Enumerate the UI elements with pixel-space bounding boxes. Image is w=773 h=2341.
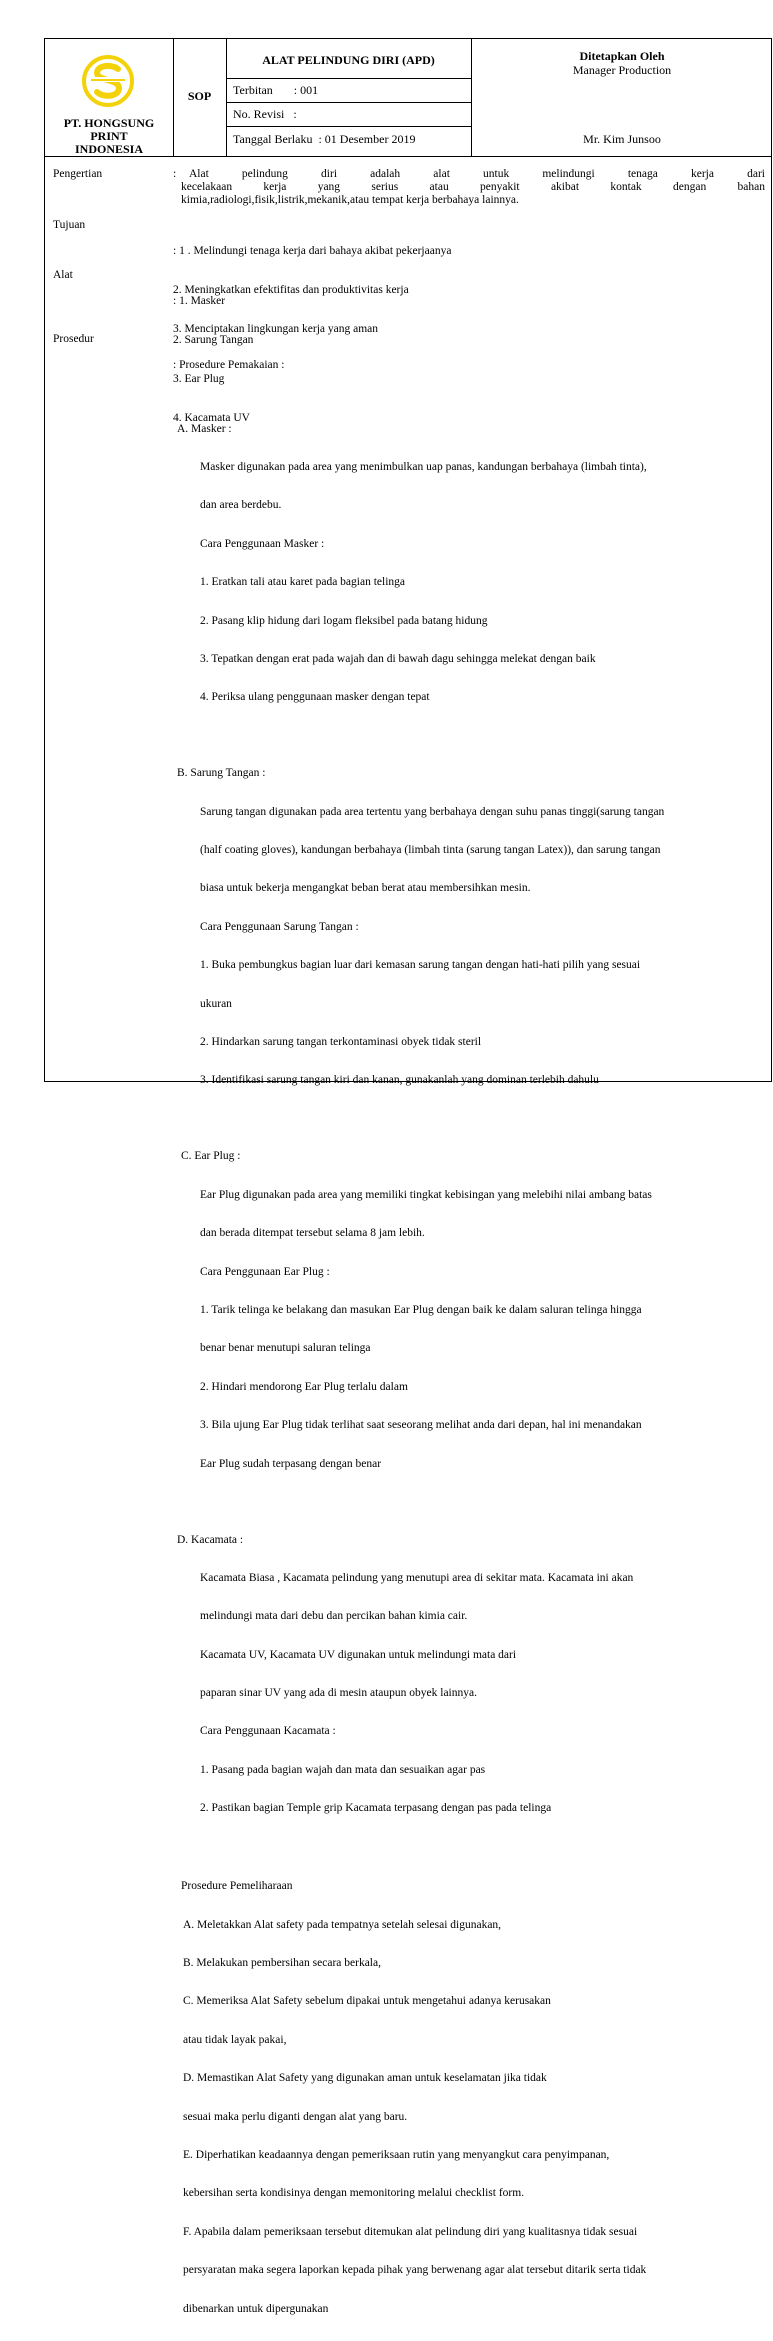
prosedur-content — [173, 333, 765, 2341]
subsection-head: D. Kacamata : — [177, 1533, 244, 1546]
section-label: Prosedur — [53, 333, 94, 345]
list-item: B. Melakukan pembersihan secara berkala, — [183, 1957, 381, 1970]
list-item: 2. Hindarkan sarung tangan terkontaminasi obyek tidak steril — [200, 1036, 482, 1049]
list-item: 3. Identifikasi sarung tangan kiri dan kanan, gunakanlah yang dominan terlebih dahulu — [200, 1074, 599, 1087]
text-line: Kacamata UV, Kacamata UV digunakan untuk melindungi mata dari — [200, 1648, 517, 1661]
company-name-line: PRINT — [90, 129, 128, 143]
text-line: Cara Penggunaan Kacamata : — [200, 1725, 336, 1738]
tanggal-berlaku-field: Tanggal Berlaku : 01 Desember 2019 — [233, 132, 416, 146]
text-line: Kacamata Biasa , Kacamata pelindung yang menutupi area di sekitar mata. Kacamata ini akan — [200, 1571, 634, 1584]
text-line: dan berada ditempat tersebut selama 8 jam lebih. — [200, 1227, 425, 1240]
approved-by-title: Ditetapkan Oleh — [579, 49, 665, 63]
section-label: Pengertian — [53, 168, 103, 180]
text-line: Sarung tangan digunakan pada area tertentu yang berbahaya dengan suhu panas tinggi(sarung tangan — [200, 805, 665, 818]
document-header — [45, 39, 771, 157]
company-logo-icon — [82, 55, 134, 107]
company-name-line: PT. HONGSUNG — [63, 116, 155, 130]
list-item: E. Diperhatikan keadaannya dengan pemeriksaan rutin yang menyangkut cara penyimpanan, — [183, 2148, 610, 2161]
text-line: Cara Penggunaan Sarung Tangan : — [200, 920, 359, 933]
sop-document — [44, 38, 772, 2315]
text-line: kecelakaan kerja yang serius atau penyakit akibat kontak dengan bahan — [181, 181, 765, 193]
list-item: 2. Sarung Tangan — [173, 334, 254, 346]
list-item: kebersihan serta kondisinya dengan memonitoring melalui checklist form. — [183, 2187, 525, 2200]
revisi-field: No. Revisi : — [233, 107, 297, 121]
subsection-head: A. Masker : — [177, 422, 232, 435]
text-line: Ear Plug digunakan pada area yang memiliki tingkat kebisingan yang melebihi nilai ambang batas — [200, 1188, 652, 1201]
text-line: Alat pelindung diri adalah alat untuk melindungi tenaga kerja dari — [189, 168, 765, 180]
list-item: 1. Tarik telinga ke belakang dan masukan Ear Plug dengan baik ke dalam saluran telinga hingga — [200, 1303, 642, 1316]
list-item: ukuran — [200, 997, 232, 1010]
list-item: 2. Hindari mendorong Ear Plug terlalu dalam — [200, 1380, 408, 1393]
company-name-line: INDONESIA — [74, 142, 143, 156]
terbitan-field: Terbitan : 001 — [233, 83, 319, 97]
list-item: 2. Pasang klip hidung dari logam fleksibel pada batang hidung — [200, 614, 488, 627]
approved-by-role: Manager Production — [572, 63, 672, 77]
list-item: benar benar menutupi saluran telinga — [200, 1342, 371, 1355]
list-item: atau tidak layak pakai, — [183, 2033, 287, 2046]
list-item: 3. Tepatkan dengan erat pada wajah dan di bawah dagu sehingga melekat dengan baik — [200, 652, 596, 665]
subsection-head: C. Ear Plug : — [181, 1150, 241, 1163]
approved-by-name: Mr. Kim Junsoo — [583, 132, 661, 146]
prosedur-intro: : Prosedure Pemakaian : — [173, 358, 285, 371]
list-item: 3. Bila ujung Ear Plug tidak terlihat saat seseorang melihat anda dari depan, hal ini menandakan — [200, 1419, 642, 1432]
list-item: D. Memastikan Alat Safety yang digunakan aman untuk keselamatan jika tidak — [183, 2072, 547, 2085]
list-item: 3. Menciptakan lingkungan kerja yang aman — [173, 323, 379, 335]
list-item: 2. Meningkatkan efektifitas dan produktivitas kerja — [173, 284, 409, 296]
sop-label: SOP — [187, 89, 212, 103]
text-line: Cara Penggunaan Masker : — [200, 537, 325, 550]
section-colon: : — [173, 168, 177, 180]
list-item: : 1. Masker — [173, 295, 226, 307]
text-line: melindungi mata dari debu dan percikan bahan kimia cair. — [200, 1610, 468, 1623]
text-line: Masker digunakan pada area yang menimbulkan uap panas, kandungan berbahaya (limbah tinta), — [200, 460, 647, 473]
text-line: Cara Penggunaan Ear Plug : — [200, 1265, 330, 1278]
text-line: paparan sinar UV yang ada di mesin ataupun obyek lainnya. — [200, 1687, 477, 1700]
document-title: ALAT PELINDUNG DIRI (APD) — [262, 53, 435, 67]
text-line: biasa untuk bekerja mengangkat beban berat atau membersihkan mesin. — [200, 882, 531, 895]
pemeliharaan-title: Prosedure Pemeliharaan — [181, 1880, 293, 1893]
company-name — [45, 117, 173, 156]
list-item: sesuai maka perlu diganti dengan alat yang baru. — [183, 2110, 408, 2123]
list-item: : 1 . Melindungi tenaga kerja dari bahaya akibat pekerjaanya — [173, 245, 452, 257]
list-item: 1. Eratkan tali atau karet pada bagian telinga — [200, 576, 405, 589]
section-label: Alat — [53, 269, 73, 281]
list-item: 4. Kacamata UV — [173, 412, 250, 424]
list-item: 1. Pasang pada bagian wajah dan mata dan sesuaikan agar pas — [200, 1763, 486, 1776]
subsection-head: B. Sarung Tangan : — [177, 767, 266, 780]
logo-cell — [45, 39, 173, 156]
text-line: (half coating gloves), kandungan berbahaya (limbah tinta (sarung tangan Latex)), dan sarung tangan — [200, 844, 661, 857]
list-item: C. Memeriksa Alat Safety sebelum dipakai untuk mengetahui adanya kerusakan — [183, 1995, 551, 2008]
list-item: dibenarkan untuk dipergunakan — [183, 2302, 329, 2315]
pengertian-text — [181, 168, 765, 207]
list-item: persyaratan maka segera laporkan kepada pihak yang berwenang agar alat tersebut ditarik serta tidak — [183, 2264, 647, 2277]
list-item: A. Meletakkan Alat safety pada tempatnya setelah selesai digunakan, — [183, 1918, 502, 1931]
text-line: kimia,radiologi,fisik,listrik,mekanik,atau tempat kerja berbahaya lainnya. — [181, 194, 519, 206]
list-item: F. Apabila dalam pemeriksaan tersebut ditemukan alat pelindung diri yang kualitasnya tidak sesuai — [183, 2225, 638, 2238]
list-item: 2. Pastikan bagian Temple grip Kacamata terpasang dengan pas pada telinga — [200, 1802, 552, 1815]
list-item: Ear Plug sudah terpasang dengan benar — [200, 1457, 382, 1470]
list-item: 4. Periksa ulang penggunaan masker dengan tepat — [200, 691, 430, 704]
section-label: Tujuan — [53, 219, 86, 231]
list-item: 1. Buka pembungkus bagian luar dari kemasan sarung tangan dengan hati-hati pilih yang sesuai — [200, 959, 641, 972]
list-item: 3. Ear Plug — [173, 373, 225, 385]
text-line: dan area berdebu. — [200, 499, 282, 512]
